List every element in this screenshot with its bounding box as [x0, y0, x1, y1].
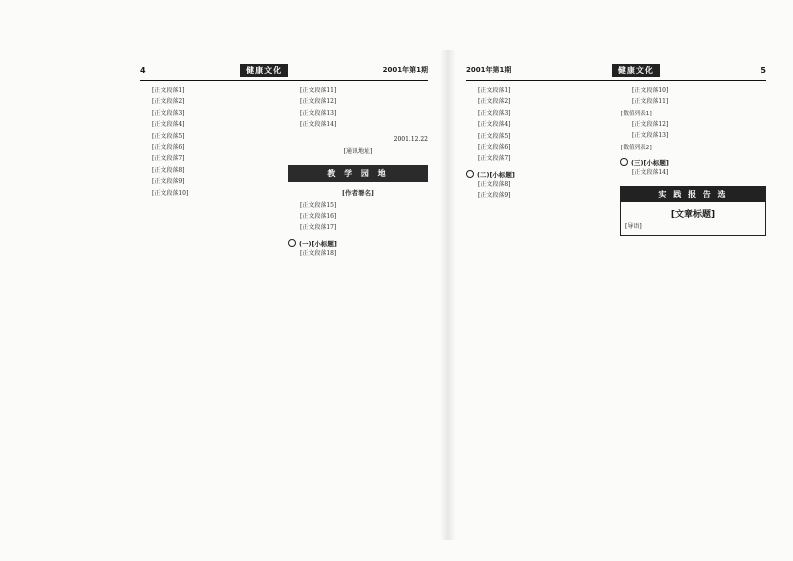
article-byline: [作者署名]: [341, 188, 375, 197]
paragraph: [正文段落7]: [478, 155, 511, 163]
left-masthead: [140, 62, 428, 81]
section-banner-teaching: 教 学 园 地: [288, 165, 428, 182]
subsection-heading-text: (二)[小标题]: [477, 170, 515, 179]
article-date: 2001.12.22: [393, 135, 428, 143]
paragraph: [正文段落4]: [478, 121, 511, 129]
paragraph: [正文段落15]: [300, 201, 337, 209]
boxed-article: [620, 186, 766, 236]
paragraph: [正文段落14]: [300, 121, 337, 129]
paragraph: [正文段落1]: [152, 87, 185, 94]
boxed-article-lead: [导语]: [625, 223, 642, 231]
right-columns: [466, 87, 766, 532]
paragraph: [正文段落9]: [152, 178, 185, 186]
paragraph: [正文段落16]: [300, 213, 337, 221]
left-columns: [140, 87, 428, 532]
left-col-2: [288, 87, 428, 532]
numeric-values-list: [数值列表2]: [620, 144, 653, 151]
right-page-number: 5: [760, 65, 766, 75]
numeric-values-list: [数值列表1]: [620, 110, 653, 117]
paragraph: [正文段落3]: [478, 109, 511, 117]
paragraph: [正文段落13]: [300, 109, 337, 117]
left-page: [140, 62, 428, 532]
circle-marker-icon: [466, 170, 474, 178]
subsection-heading: [466, 170, 612, 179]
right-issue-label: 2001年第1期: [466, 66, 512, 74]
paragraph: [正文段落2]: [478, 98, 511, 106]
paragraph: [正文段落10]: [632, 87, 669, 94]
page-gutter: [440, 50, 456, 540]
paragraph: [正文段落12]: [632, 120, 669, 128]
paragraph: [正文段落5]: [478, 132, 511, 140]
right-section-title: 健康文化: [612, 64, 660, 77]
paragraph: [正文段落13]: [632, 132, 669, 140]
subsection-heading: [288, 239, 428, 248]
paragraph: [正文段落2]: [152, 98, 185, 106]
left-issue-label: 2001年第1期: [382, 66, 428, 74]
paragraph: [正文段落1]: [478, 87, 511, 94]
paragraph: [正文段落10]: [152, 189, 189, 197]
paragraph: [正文段落6]: [478, 144, 511, 152]
subsection-heading: [620, 158, 766, 167]
left-page-number: 4: [140, 65, 146, 75]
right-col-1: [466, 87, 612, 532]
section-banner-practice: 实 践 报 告 选: [621, 187, 765, 202]
circle-marker-icon: [620, 158, 628, 166]
subsection-heading-text: (一)[小标题]: [299, 239, 337, 248]
article-address: [通讯地址]: [343, 147, 373, 155]
paragraph: [正文段落4]: [152, 121, 185, 129]
circle-marker-icon: [288, 239, 296, 247]
right-col-2: [620, 87, 766, 532]
paragraph: [正文段落5]: [152, 132, 185, 140]
paragraph: [正文段落6]: [152, 144, 185, 152]
right-page: [466, 62, 766, 532]
left-section-title: 健康文化: [240, 64, 288, 77]
paragraph: [正文段落8]: [478, 180, 511, 188]
boxed-article-title: [文章标题]: [670, 210, 716, 221]
paragraph: [正文段落8]: [152, 166, 185, 174]
paragraph: [正文段落3]: [152, 109, 185, 117]
right-masthead: [466, 62, 766, 81]
paragraph: [正文段落12]: [300, 98, 337, 106]
paragraph: [正文段落7]: [152, 155, 185, 163]
subsection-heading-text: (三)[小标题]: [631, 158, 669, 167]
paragraph: [正文段落11]: [632, 98, 669, 106]
paragraph: [正文段落11]: [300, 87, 337, 94]
left-col-1: [140, 87, 280, 532]
paragraph: [正文段落17]: [300, 224, 337, 232]
paragraph: [正文段落9]: [478, 192, 511, 200]
paragraph: [正文段落18]: [300, 249, 337, 257]
paragraph: [正文段落14]: [632, 168, 669, 176]
